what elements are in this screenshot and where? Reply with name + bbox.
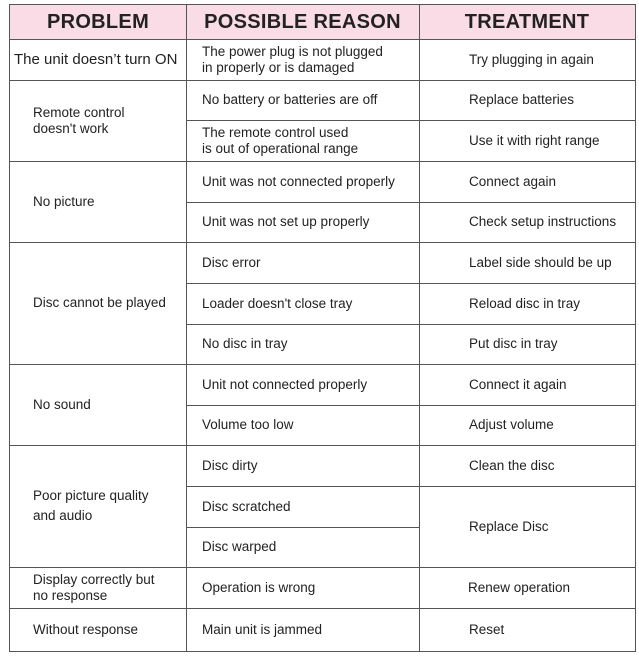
reason-cell: The power plug is not plugged in properly or is damaged — [202, 44, 383, 75]
treatment-cell: Renew operation — [468, 579, 571, 595]
table-border — [9, 651, 636, 652]
header-treatment: TREATMENT — [419, 5, 635, 39]
treatment-cell: Reset — [469, 621, 505, 637]
reason-cell: Operation is wrong — [202, 579, 316, 595]
problem-cell: No sound — [33, 396, 91, 412]
table-border — [419, 4, 420, 652]
reason-cell: Loader doesn't close tray — [202, 295, 353, 311]
reason-cell: No battery or batteries are off — [202, 92, 378, 107]
treatment-cell: Replace Disc — [469, 518, 549, 534]
problem-cell: The unit doesn’t turn ON — [14, 51, 178, 68]
table-border — [9, 161, 636, 162]
reason-cell: Unit not connected properly — [202, 376, 368, 392]
reason-cell: Disc scratched — [202, 498, 291, 514]
treatment-cell: Try plugging in again — [469, 52, 594, 67]
treatment-cell: Adjust volume — [469, 417, 554, 432]
reason-cell: The remote control used is out of operational range — [202, 124, 359, 156]
header-possible-reason: POSSIBLE REASON — [186, 5, 419, 39]
problem-cell: Remote control doesn't work — [33, 104, 125, 136]
reason-cell: Disc error — [202, 254, 261, 270]
table-border — [635, 4, 636, 652]
treatment-cell: Replace batteries — [469, 92, 575, 107]
table-border — [186, 4, 187, 652]
problem-cell: Without response — [33, 621, 139, 637]
table-border — [9, 242, 636, 243]
treatment-cell: Connect it again — [469, 376, 567, 392]
reason-cell: Unit was not set up properly — [202, 214, 370, 229]
table-border — [186, 324, 636, 325]
treatment-cell: Label side should be up — [469, 254, 612, 270]
header-problem: PROBLEM — [10, 5, 186, 39]
treatment-cell: Connect again — [469, 173, 557, 189]
table-border — [9, 39, 636, 40]
problem-cell: Disc cannot be played — [33, 295, 166, 310]
reason-cell: Unit was not connected properly — [202, 173, 395, 189]
table-border — [9, 567, 636, 568]
problem-cell: Display correctly but no response — [33, 571, 155, 603]
table-border — [9, 445, 636, 446]
reason-cell: Volume too low — [202, 417, 294, 432]
table-border — [9, 4, 10, 652]
table-border — [9, 4, 636, 5]
treatment-cell: Check setup instructions — [469, 214, 617, 229]
table-border — [186, 120, 636, 121]
reason-cell: No disc in tray — [202, 336, 288, 351]
treatment-cell: Use it with right range — [469, 132, 600, 148]
table-border — [186, 405, 636, 406]
reason-cell: Disc dirty — [202, 457, 258, 473]
table-border — [186, 202, 636, 203]
problem-cell: Poor picture quality and audio — [33, 488, 149, 523]
table-border — [186, 283, 636, 284]
table-border — [186, 486, 636, 487]
reason-cell: Disc warped — [202, 539, 277, 554]
treatment-cell: Put disc in tray — [469, 336, 558, 351]
table-border — [9, 608, 636, 609]
table-border — [9, 364, 636, 365]
table-border — [9, 80, 636, 81]
treatment-cell: Clean the disc — [469, 457, 555, 473]
problem-cell: No picture — [33, 193, 95, 209]
reason-cell: Main unit is jammed — [202, 621, 323, 637]
table-border — [186, 527, 419, 528]
treatment-cell: Reload disc in tray — [469, 295, 581, 311]
